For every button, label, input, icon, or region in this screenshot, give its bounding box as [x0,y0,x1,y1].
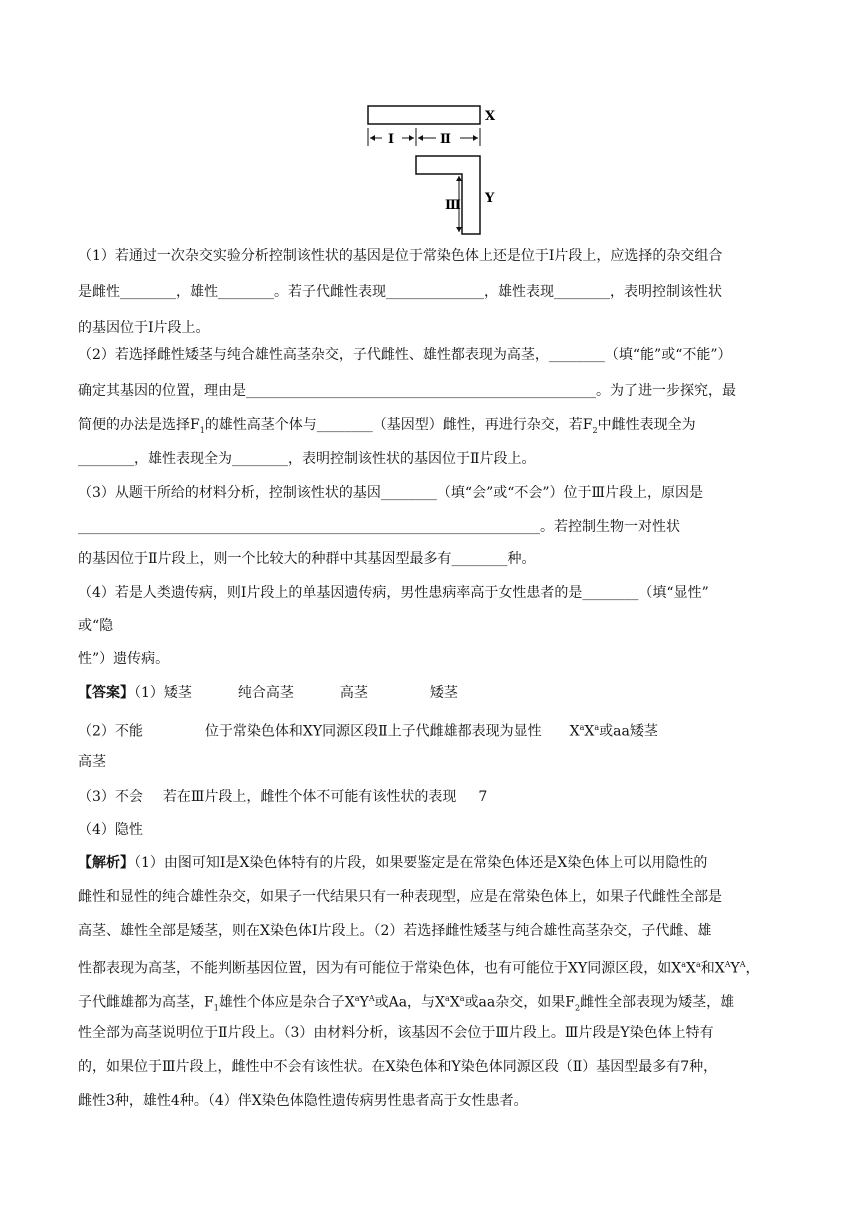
y-label: Y [485,191,495,206]
segment-i-label: Ⅰ [388,132,395,147]
q4-line3: 性”）遗传病。 [78,651,170,667]
answer-line3: 高茎 [78,754,106,770]
answer-tag: 【答案】 [78,685,134,701]
answer-line1: 【答案】（1）矮茎 纯合高茎 高茎 矮茎 [78,685,458,701]
q3-line2: __________________________________________________________________。若控制生物一对性状 [78,519,680,535]
answer-line5: （4）隐性 [78,822,143,838]
q2-line3: 简便的办法是选择$F_1$的雄性高茎个体与________（基因型）雌性，再进行杂交，若$F_2$中雌性表现全为 [78,417,696,435]
x-label: X [485,109,496,124]
q3-line3: 的基因位于Ⅱ片段上，则一个比较大的种群中其基因型最多有________种。 [78,551,536,567]
segment-iii-label: Ⅲ [445,198,461,213]
analysis-line6: 性全部为高茎说明位于Ⅱ片段上。（3）由材料分析，该基因不会位于Ⅲ片段上。Ⅲ片段是Y染色体上特有 [78,1025,714,1041]
analysis-line8: 雌性3种，雄性4种。（4）伴X染色体隐性遗传病男性患者高于女性患者。 [78,1093,528,1109]
q2-line1: （2）若选择雌性矮茎与纯合雄性高茎杂交，子代雌性、雄性都表现为高茎，________（填“能”或“不能”） [78,347,732,363]
analysis-line7: 的，如果位于Ⅲ片段上，雌性中不会有该性状。在X染色体和Y染色体同源区段（Ⅱ）基因型最多有7种， [78,1059,718,1075]
analysis-line5: 子代雌雄都为高茎，$F_1$雄性个体应是杂合子$X^aY^A$或Aa，与$X^aX^a$或aa杂交，如果$F_2$雌性全部表现为矮茎，雄 [78,994,735,1013]
analysis-line2: 雌性和显性的纯合雄性杂交，如果子一代结果只有一种表现型，应是在常染色体上，如果子代雌性全部是 [78,889,722,905]
answer-line4: （3）不会 若在Ⅲ片段上，雌性个体不可能有该性状的表现 7 [78,789,488,805]
analysis-line4: 性都表现为高茎，不能判断基因位置，因为有可能位于常染色体，也有可能位于XY同源区段，如$X^aX^a$和$X^AY^A$， [78,960,760,977]
answer-line2: （2）不能 位于常染色体和XY同源区段Ⅱ上子代雌雄都表现为显性 $X^aX^a$或aa矮茎 [78,723,658,740]
q2-line4: ________，雄性表现全为________，表明控制该性状的基因位于Ⅱ片段上。 [78,451,536,467]
q4-line2: 或“隐 [78,618,114,634]
q1-line1: （1）若通过一次杂交实验分析控制该性状的基因是位于常染色体上还是位于Ⅰ片段上，应选择的杂交组合 [78,248,723,264]
chromosome-diagram-svg [360,98,510,238]
analysis-line1: 【解析】（1）由图可知Ⅰ是X染色体特有的片段，如果要鉴定是在常染色体还是X染色体上可以用隐性的 [78,855,708,871]
chromosome-diagram [360,98,510,238]
q1-line2: 是雌性________，雄性________。若子代雌性表现______________，雄性表现________，表明控制该性状 [78,284,722,300]
segment-ii-label: Ⅱ [440,132,451,147]
y-chromosome-shape [416,156,480,234]
analysis-tag: 【解析】 [78,855,134,871]
q3-line1: （3）从题干所给的材料分析，控制该性状的基因________（填“会”或“不会”）位于Ⅲ片段上，原因是 [78,485,704,501]
x-chromosome-bar [368,106,480,124]
analysis-line3: 高茎、雄性全部是矮茎，则在X染色体Ⅰ片段上。（2）若选择雌性矮茎与纯合雄性高茎杂交，子代雌、雄 [78,923,712,939]
q4-line1: （4）若是人类遗传病，则Ⅰ片段上的单基因遗传病，男性患病率高于女性患者的是________（填“显性” [78,585,709,601]
q1-line3: 的基因位于Ⅰ片段上。 [78,320,210,336]
q2-line2: 确定其基因的位置，理由是__________________________________________________。为了进一步探究，最 [78,383,736,399]
